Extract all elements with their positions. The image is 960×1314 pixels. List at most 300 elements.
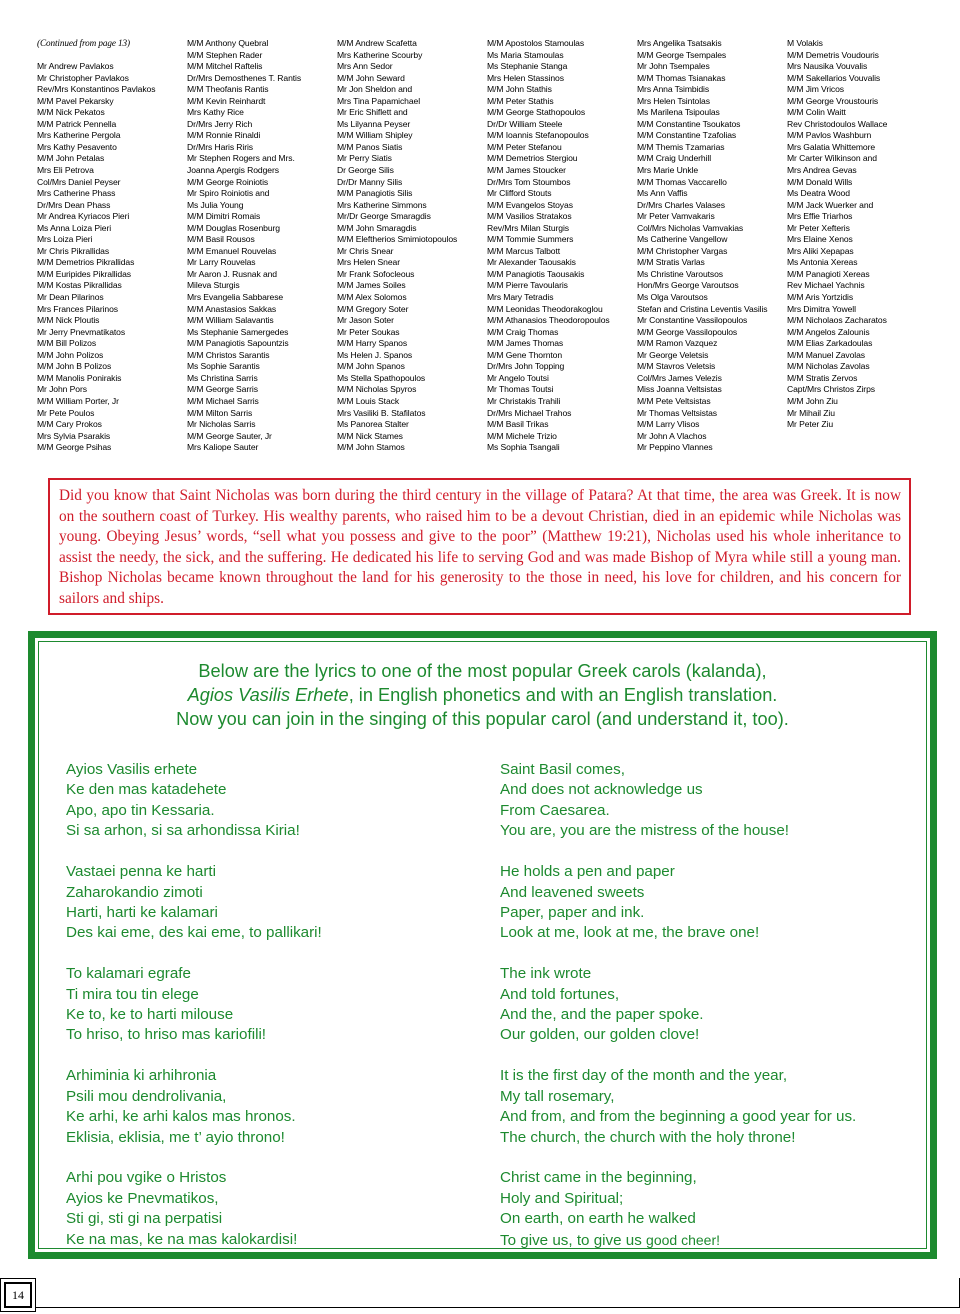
donor-name: Mrs Dimitra Yowell: [787, 303, 856, 314]
lyric-line: [66, 903, 486, 923]
donor-name: M/M George Vroustouris: [787, 95, 879, 106]
lyric-line: [66, 923, 486, 943]
lyric-line-text: And the, and the paper spoke.: [500, 1006, 704, 1023]
donor-name: Dr George Silis: [337, 165, 394, 176]
donor-name: M/M John Polizos: [37, 349, 104, 360]
donor-name: Mrs Kathy Pesavento: [37, 141, 117, 152]
donor-name: M/M Eleftherios Smimiotopoulos: [337, 234, 458, 245]
lyric-line: [66, 1025, 486, 1045]
donor-name: M/M Dimitri Romais: [187, 211, 261, 222]
lyric-line-text: Saint Basil comes,: [500, 761, 625, 778]
donor-name: Mrs Katherine Simmons: [337, 199, 427, 210]
donor-column-3: [337, 38, 487, 454]
donor-name: Col/Mrs James Velezis: [637, 372, 722, 383]
donor-name: M/M Basil Trikas: [487, 419, 549, 430]
lyric-line: [66, 821, 486, 841]
lyric-line: [66, 964, 486, 984]
intro-line-2-rest: , in English phonetics and with an English translation.: [348, 685, 778, 705]
donor-name: M/M Marcus Talbott: [487, 245, 561, 256]
donor-name: Mrs Vasiliki B. Stafilatos: [337, 407, 426, 418]
donor-name: M/M Panagiotis Silis: [337, 188, 413, 199]
lyric-line: [500, 1209, 930, 1229]
donor-name: Mr/Dr George Smaragdis: [337, 211, 431, 222]
carol-title: Agios Vasilis Erhete: [187, 685, 349, 705]
lyric-line: [66, 1005, 486, 1025]
donor-column-6: [787, 38, 937, 454]
lyric-line: [500, 821, 930, 841]
donor-name: Mrs Kathy Rice: [187, 107, 244, 118]
donor-name: Mr Nicholas Sarris: [187, 419, 256, 430]
donor-name: Mr Stephen Rogers and Mrs.: [187, 153, 295, 164]
donor-name: Mr Alexander Taousakis: [487, 257, 576, 268]
lyric-line-text: And leavened sweets: [500, 883, 645, 901]
donor-name: Capt/Mrs Christos Zirps: [787, 384, 875, 395]
donor-name: M/M Nicholas Zavolas: [787, 361, 870, 372]
donor-name: Mrs Evangelia Sabbarese: [187, 292, 284, 303]
lyric-line: [500, 780, 930, 800]
intro-line-1: Below are the lyrics to one of the most popular Greek carols (kalanda),: [198, 661, 767, 681]
donor-name: Mr Peter Soukas: [337, 326, 400, 337]
donor-name: M/M Pete Veltsistas: [637, 395, 711, 406]
fact-box-text: Did you know that Saint Nicholas was born during the third century in the village of Patara? At that time, the area was Greek. It is now on the southern coast of Turkey. His wealthy parents, who raised him to be a devout Christian, died in an epidemic while Nicholas was young. Obeying Jesus’ words, “sell what you possess and give to the poor” (Matthew 19:21), Nicholas used his whole inheritance to assist the needy, the sick, and the suffering. He dedicated his life to serving God and was made Bishop of Myra while still a young man. Bishop Nicholas became known throughout the land for his generosity to the those in need, his love for children, and his concern for sailors and ships.: [59, 487, 901, 607]
donor-name: Mr George Veletsis: [637, 349, 709, 360]
donor-name: M/M Stratis Varlas: [637, 257, 705, 268]
donor-name: M/M George Sarris: [187, 384, 258, 395]
donor-name: M/M Andrew Scafetta: [337, 38, 417, 48]
donor-column-5: [637, 38, 787, 454]
lyric-line-text: He holds a pen and paper: [500, 863, 675, 881]
lyric-line: [66, 1107, 486, 1127]
donor-name: Dr/Mrs Tom Stoumbos: [487, 176, 571, 187]
lyric-line-text: Zaharokandio zimoti: [66, 883, 203, 901]
donor-name: M/M Jim Vricos: [787, 84, 845, 95]
donor-name: M/M George Sauter, Jr: [187, 430, 272, 441]
donor-name: Mrs Sylvia Psarakis: [37, 430, 111, 441]
donor-name: M/M Emanuel Rouvelas: [187, 245, 277, 256]
donor-name: Mr John Pors: [37, 384, 87, 395]
lyric-line: [66, 1087, 486, 1107]
donor-name: Ms Anna Loiza Pieri: [37, 222, 112, 233]
donor-name: Ms Ann Vaffis: [637, 188, 688, 199]
phonetic-stanza: [66, 1066, 486, 1168]
donor-name: M/M Vasilios Stratakos: [487, 211, 572, 222]
donor-name: Mr Aaron J. Rusnak and: [187, 268, 277, 279]
english-stanza: [500, 760, 930, 862]
donor-name: M/M Demetrios Stergiou: [487, 153, 578, 164]
donor-name: M/M George Psihas: [37, 442, 112, 453]
donor-name: M/M Pavel Pekarsky: [37, 95, 114, 106]
lyric-line: [66, 780, 486, 800]
donor-name: Mrs Mary Tetradis: [487, 292, 554, 303]
donor-name: Mr Angelo Toutsi: [487, 372, 549, 383]
donor-name: Mrs Catherine Phass: [37, 188, 116, 199]
donor-name: Ms Sophie Sarantis: [187, 361, 260, 372]
donor-name: M/M Michele Trizio: [487, 430, 557, 441]
donor-name: Mrs Effie Triarhos: [787, 211, 853, 222]
donor-name: Ms Maria Stamoulas: [487, 49, 564, 60]
lyric-line: [500, 923, 930, 943]
donor-name: M/M Nick Pekatos: [37, 107, 105, 118]
lyric-line-text: Christ came in the beginning,: [500, 1169, 697, 1187]
donor-name: Ms Deatra Wood: [787, 188, 850, 199]
donor-name: Mrs Marie Unkle: [637, 165, 699, 176]
donor-name: Mr Christopher Pavlakos: [37, 72, 129, 83]
lyric-line-text: It is the first day of the month and the year,: [500, 1067, 788, 1085]
lyric-line: [500, 964, 930, 984]
donor-name: Hon/Mrs George Varoutsos: [637, 280, 739, 291]
donor-name: M/M Constantine Tsoukatos: [637, 118, 741, 129]
donor-name: Mr Peter Ziu: [787, 419, 834, 430]
lyric-line-text: Eklisia, eklisia, me t’ ayio throno!: [66, 1128, 285, 1146]
donor-name: M/M William Porter, Jr: [37, 395, 119, 406]
donor-name: Mr Thomas Veltsistas: [637, 407, 717, 418]
donor-name: M/M Nick Ploutis: [37, 315, 100, 326]
donor-name: Mr John A Vlachos: [637, 430, 707, 441]
donor-name: M/M Thomas Vaccarello: [637, 176, 727, 187]
donor-name: Mr Jerry Pnevmatikatos: [37, 326, 126, 337]
donor-name: M/M James Soiles: [337, 280, 406, 291]
donor-name: Mrs Angelika Tsatsakis: [637, 38, 722, 48]
donor-name: Ms Antonia Xereas: [787, 257, 858, 268]
donor-name: M/M Panos Siatis: [337, 141, 403, 152]
donor-name: Mr Eric Shiflett and: [337, 107, 408, 118]
donor-name: Ms Lilyanna Peyser: [337, 118, 411, 129]
donor-name: Mr Andrea Kyriacos Pieri: [37, 211, 130, 222]
donor-name: Mr Constantine Vassilopoulos: [637, 315, 748, 326]
donor-name: Ms Julia Young: [187, 199, 244, 210]
donor-name: Rev Christodoulos Wallace: [787, 118, 888, 129]
donor-name: M/M John Petalas: [37, 153, 105, 164]
lyric-line-text: The ink wrote: [500, 965, 592, 983]
lyric-line: [66, 862, 486, 882]
donor-name: M/M Elias Zarkadoulas: [787, 338, 873, 349]
lyric-line: [66, 1230, 486, 1250]
donor-name: Dr/Dr William Steele: [487, 118, 563, 129]
lyric-line-text: Ke na mas, ke na mas kalokardisi!: [66, 1230, 298, 1248]
lyric-line-text: Si sa arhon, si sa arhondissa Kiria!: [66, 822, 300, 840]
donor-name: [37, 50, 187, 62]
lyric-line: [500, 862, 930, 882]
donor-name: M/M Apostolos Stamoulas: [487, 38, 585, 48]
english-stanza: [500, 1168, 930, 1270]
donor-name: M/M Gene Thornton: [487, 349, 563, 360]
donor-name: M/M Jack Wuerker and: [787, 199, 874, 210]
lyric-line-text: Ti mira tou tin elege: [66, 985, 199, 1003]
donor-name: M/M William Shipley: [337, 130, 413, 141]
donor-name: Mrs Andrea Gevas: [787, 165, 857, 176]
donor-name: M/M Panagiotis Taousakis: [487, 268, 585, 279]
donor-name: M/M Panagiotis Sapountzis: [187, 338, 289, 349]
donor-name: Ms Stella Spathopoulos: [337, 372, 426, 383]
donor-name: Mr Carter Wilkinson and: [787, 153, 877, 164]
donor-name: Ms Christina Sarris: [187, 372, 258, 383]
lyric-line-text: Harti, harti ke kalamari: [66, 903, 218, 921]
donor-name: Col/Mrs Daniel Peyser: [37, 176, 121, 187]
carol-lyrics-frame: [28, 631, 937, 1259]
donor-name: M/M John B Polizos: [37, 361, 112, 372]
donor-name: Mrs Loiza Pieri: [37, 234, 93, 245]
lyric-line-text: And does not acknowledge us: [500, 781, 703, 799]
donor-name: Rev/Mrs Milan Sturgis: [487, 222, 569, 233]
donor-name: M/M Nicholas Spyros: [337, 384, 417, 395]
donor-name: M/M Donald Wills: [787, 176, 853, 187]
donor-name: M/M Douglas Rosenburg: [187, 222, 280, 233]
page-number: 14: [4, 1282, 32, 1308]
donor-name: Ms Olga Varoutsos: [637, 292, 708, 303]
donor-name: M/M Michael Sarris: [187, 395, 259, 406]
donor-name: Mrs Aliki Xepapas: [787, 245, 854, 256]
lyric-line-text: To kalamari egrafe: [66, 965, 191, 983]
lyric-line-text: Arhiminia ki arhihronia: [66, 1067, 217, 1085]
donor-name: M/M Stratis Zervos: [787, 372, 858, 383]
donor-name: M/M Mitchel Raftelis: [187, 61, 263, 72]
lyric-line-text: Apo, apo tin Kessaria.: [66, 801, 215, 819]
donor-name: M/M Patrick Pennella: [37, 118, 117, 129]
donor-name: M/M Athanasios Theodoropoulos: [487, 315, 610, 326]
donor-name: Joanna Apergis Rodgers: [187, 165, 279, 176]
lyric-line: [500, 1025, 930, 1045]
donor-name: Mr Chris Snear: [337, 245, 394, 256]
donor-name: Mrs Galatia Whittemore: [787, 141, 876, 152]
lyric-line: [500, 1087, 930, 1107]
lyric-line-text: And from, and from the beginning a good year for us.: [500, 1108, 857, 1126]
donor-name: M/M Leonidas Theodorakoglou: [487, 303, 603, 314]
lyric-line: [500, 1230, 930, 1251]
donor-name: Ms Panorea Stalter: [337, 419, 409, 430]
donor-name: Mrs Ann Sedor: [337, 61, 393, 72]
donor-name: Mr Frank Sofocleous: [337, 268, 415, 279]
donor-name: M/M Nicholaos Zacharatos: [787, 315, 887, 326]
donor-name: Mr Thomas Toutsi: [487, 384, 554, 395]
donor-name: M/M Kevin Reinhardt: [187, 95, 266, 106]
donor-name: M/M John Seward: [337, 72, 405, 83]
donor-name: M/M John Ziu: [787, 395, 838, 406]
donor-name-columns: [37, 38, 937, 454]
donor-name: M/M Nick Stames: [337, 430, 403, 441]
english-lyrics-column: [500, 760, 930, 1270]
donor-name: M/M Alex Solomos: [337, 292, 407, 303]
donor-name: M/M Cary Prokos: [37, 419, 102, 430]
donor-name: Mrs Helen Tsintolas: [637, 95, 710, 106]
donor-name: Ms Helen J. Spanos: [337, 349, 413, 360]
donor-name: Stefan and Cristina Leventis Vasilis: [637, 303, 768, 314]
phonetic-lyrics-column: [66, 760, 486, 1270]
donor-name: M/M Peter Stefanou: [487, 141, 562, 152]
lyric-line: [500, 883, 930, 903]
donor-name: Mr John Tsempales: [637, 61, 710, 72]
donor-name: Ms Catherine Vangellow: [637, 234, 728, 245]
lyric-line: [66, 1209, 486, 1229]
donor-name: Mrs Kaliope Sauter: [187, 442, 259, 453]
donor-name: Mrs Nausika Vouvalis: [787, 61, 868, 72]
lyric-line: [66, 1128, 486, 1148]
donor-name: Mr Christakis Trahili: [487, 395, 561, 406]
donor-name: Mr Clifford Stouts: [487, 188, 552, 199]
carol-lyrics-inner-border: [38, 641, 927, 1249]
lyric-line-text: The church, the church with the holy throne!: [500, 1128, 796, 1146]
saint-nicholas-fact-box: [48, 478, 911, 615]
donor-name: M/M Louis Stack: [337, 395, 400, 406]
lyric-line: [500, 1107, 930, 1127]
lyric-line: [500, 1005, 930, 1025]
donor-name: Mrs Frances Pilarinos: [37, 303, 118, 314]
lyric-line: [500, 801, 930, 821]
donor-name: Col/Mrs Nicholas Vamvakias: [637, 222, 744, 233]
donor-name: M/M Aris Yortzidis: [787, 292, 854, 303]
lyric-line: [500, 1128, 930, 1148]
donor-name: M/M Manolis Ponirakis: [37, 372, 122, 383]
donor-name: M/M Stephen Rader: [187, 49, 263, 60]
phonetic-stanza: [66, 964, 486, 1066]
donor-name: M/M John Stamos: [337, 442, 405, 453]
donor-name: M/M Kostas Pikrallidas: [37, 280, 122, 291]
donor-name: M/M George Tsempales: [637, 49, 727, 60]
donor-name: M Volakis: [787, 38, 823, 48]
lyric-line-text: Psili mou dendrolivania,: [66, 1087, 227, 1105]
donor-name: M/M Angelos Zalounis: [787, 326, 870, 337]
lyric-line: [66, 1066, 486, 1086]
donor-name: Mrs Tina Papamichael: [337, 95, 421, 106]
lyric-line: [500, 1066, 930, 1086]
donor-name: M/M John Stathis: [487, 84, 552, 95]
donor-name: Dr/Mrs John Topping: [487, 361, 565, 372]
lyric-line: [66, 760, 486, 780]
donor-name: M/M Colin Waitt: [787, 107, 846, 118]
donor-name: Mr Dean Pilarinos: [37, 292, 104, 303]
continued-note: (Continued from page 13): [37, 38, 130, 48]
english-stanza: [500, 862, 930, 964]
donor-name: M/M Gregory Soter: [337, 303, 409, 314]
donor-name: M/M Larry Vlisos: [637, 419, 700, 430]
donor-name: M/M Evangelos Stoyas: [487, 199, 573, 210]
donor-name: M/M Tommie Summers: [487, 234, 574, 245]
phonetic-stanza: [66, 862, 486, 964]
donor-name: Ms Christine Varoutsos: [637, 268, 723, 279]
lyric-line-text: Ke den mas katadehete: [66, 781, 227, 799]
lyric-line-text: On earth, on earth he walked: [500, 1210, 696, 1228]
donor-name: Dr/Mrs Haris Riris: [187, 141, 253, 152]
donor-name: Mrs Helen Stassinos: [487, 72, 564, 83]
lyric-line-text: Vastaei penna ke harti: [66, 863, 217, 881]
donor-name: M/M George Stathopoulos: [487, 107, 586, 118]
donor-name: M/M John Spanos: [337, 361, 405, 372]
lyric-line: [66, 985, 486, 1005]
donor-name: M/M Pierre Tavoularis: [487, 280, 568, 291]
donor-name: M/M Peter Stathis: [487, 95, 554, 106]
lyric-line-text: From Caesarea.: [500, 801, 610, 819]
lyric-line-text: And told fortunes,: [500, 985, 620, 1003]
donor-name: Mr Spiro Roiniotis and: [187, 188, 270, 199]
donor-name: Mr Peter Vamvakaris: [637, 211, 715, 222]
donor-column-4: [487, 38, 637, 454]
english-stanza: [500, 964, 930, 1066]
donor-name: M/M Demetrios Pikrallidas: [37, 257, 135, 268]
lyric-line-text: Des kai eme, des kai eme, to pallikari!: [66, 924, 322, 942]
lyric-line: [66, 1189, 486, 1209]
donor-name: Ms Sophia Tsangali: [487, 442, 560, 453]
donor-name: Mrs Helen Snear: [337, 257, 400, 268]
lyric-line-text: Ayios Vasilis erhete: [66, 761, 198, 778]
bottom-rule: [36, 1307, 960, 1308]
donor-name: Dr/Mrs Jerry Rich: [187, 118, 253, 129]
donor-name: Mrs Eli Petrova: [37, 165, 94, 176]
lyric-line-text: Ke to, ke to harti milouse: [66, 1006, 234, 1023]
donor-name: Mr Mihail Ziu: [787, 407, 835, 418]
english-stanza: [500, 1066, 930, 1168]
donor-name: M/M William Salavantis: [187, 315, 274, 326]
donor-name: M/M Christos Sarantis: [187, 349, 270, 360]
intro-line-2: [39, 683, 926, 707]
donor-name: M/M John Smaragdis: [337, 222, 417, 233]
donor-name: M/M Demetris Voudouris: [787, 49, 879, 60]
lyric-line: [500, 760, 930, 780]
phonetic-stanza: [66, 1168, 486, 1270]
lyric-line-text: To give us, to give us: [500, 1231, 647, 1249]
donor-name: Mr Jason Soter: [337, 315, 394, 326]
phonetic-stanza: [66, 760, 486, 862]
donor-column-1: [37, 38, 187, 454]
donor-name: Ms Marilena Tsipoulas: [637, 107, 720, 118]
donor-name: Mr Jon Sheldon and: [337, 84, 413, 95]
donor-name: M/M George Vassilopoulos: [637, 326, 738, 337]
donor-name: M/M Milton Sarris: [187, 407, 253, 418]
donor-name: M/M Stavros Veletsis: [637, 361, 716, 372]
donor-name: M/M Harry Spanos: [337, 338, 408, 349]
donor-name: M/M Ramon Vazquez: [637, 338, 718, 349]
donor-name: Mr Pete Poulos: [37, 407, 95, 418]
donor-name: Dr/Mrs Demosthenes T. Rantis: [187, 72, 302, 83]
lyric-line: [500, 1168, 930, 1188]
lyric-line: [500, 903, 930, 923]
donor-name: Mr Peter Xefteris: [787, 222, 850, 233]
donor-name: Mrs Katherine Pergola: [37, 130, 121, 141]
carol-intro: [39, 659, 926, 731]
donor-name: Ms Stephanie Samergedes: [187, 326, 289, 337]
lyric-line-text: Ayios ke Pnevmatikos,: [66, 1189, 219, 1207]
lyric-line-text: You are, you are the mistress of the house!: [500, 822, 790, 840]
donor-name: Rev Michael Yachnis: [787, 280, 865, 291]
donor-name: M/M Bill Polizos: [37, 338, 97, 349]
donor-name: M/M Themis Tzamarias: [637, 141, 725, 152]
donor-name: Mr Perry Siatis: [337, 153, 392, 164]
lyric-line-text: To hriso, to hriso mas kariofili!: [66, 1026, 267, 1044]
donor-name: M/M Euripides Pikrallidas: [37, 268, 131, 279]
donor-name: M/M Sakellarios Vouvalis: [787, 72, 881, 83]
lyric-line-text: Our golden, our golden clove!: [500, 1026, 700, 1044]
lyric-line-text: Ke arhi, ke arhi kalos mas hronos.: [66, 1108, 296, 1126]
lyric-line-text: My tall rosemary,: [500, 1087, 615, 1105]
lyric-line: [66, 883, 486, 903]
lyric-line: [500, 1189, 930, 1209]
donor-name: M/M Theofanis Rantis: [187, 84, 269, 95]
lyric-line: [66, 801, 486, 821]
donor-name: Mr Larry Rouvelas: [187, 257, 256, 268]
donor-name: Dr/Mrs Michael Trahos: [487, 407, 572, 418]
donor-name: M/M James Stoucker: [487, 165, 566, 176]
donor-name: M/M Panagioti Xereas: [787, 268, 870, 279]
lyric-line: [66, 1168, 486, 1188]
donor-name: M/M Constantine Tzafolias: [637, 130, 737, 141]
donor-name: M/M George Roiniotis: [187, 176, 269, 187]
lyric-line-text: Look at me, look at me, the brave one!: [500, 924, 760, 942]
donor-name: Mrs Katherine Scourby: [337, 49, 423, 60]
donor-name: M/M Manuel Zavolas: [787, 349, 865, 360]
lyric-line: [500, 985, 930, 1005]
donor-name: M/M Ronnie Rinaldi: [187, 130, 261, 141]
donor-name: M/M Ioannis Stefanopoulos: [487, 130, 589, 141]
donor-name: Rev/Mrs Konstantinos Pavlakos: [37, 84, 156, 95]
donor-name: Dr/Dr Manny Silis: [337, 176, 403, 187]
